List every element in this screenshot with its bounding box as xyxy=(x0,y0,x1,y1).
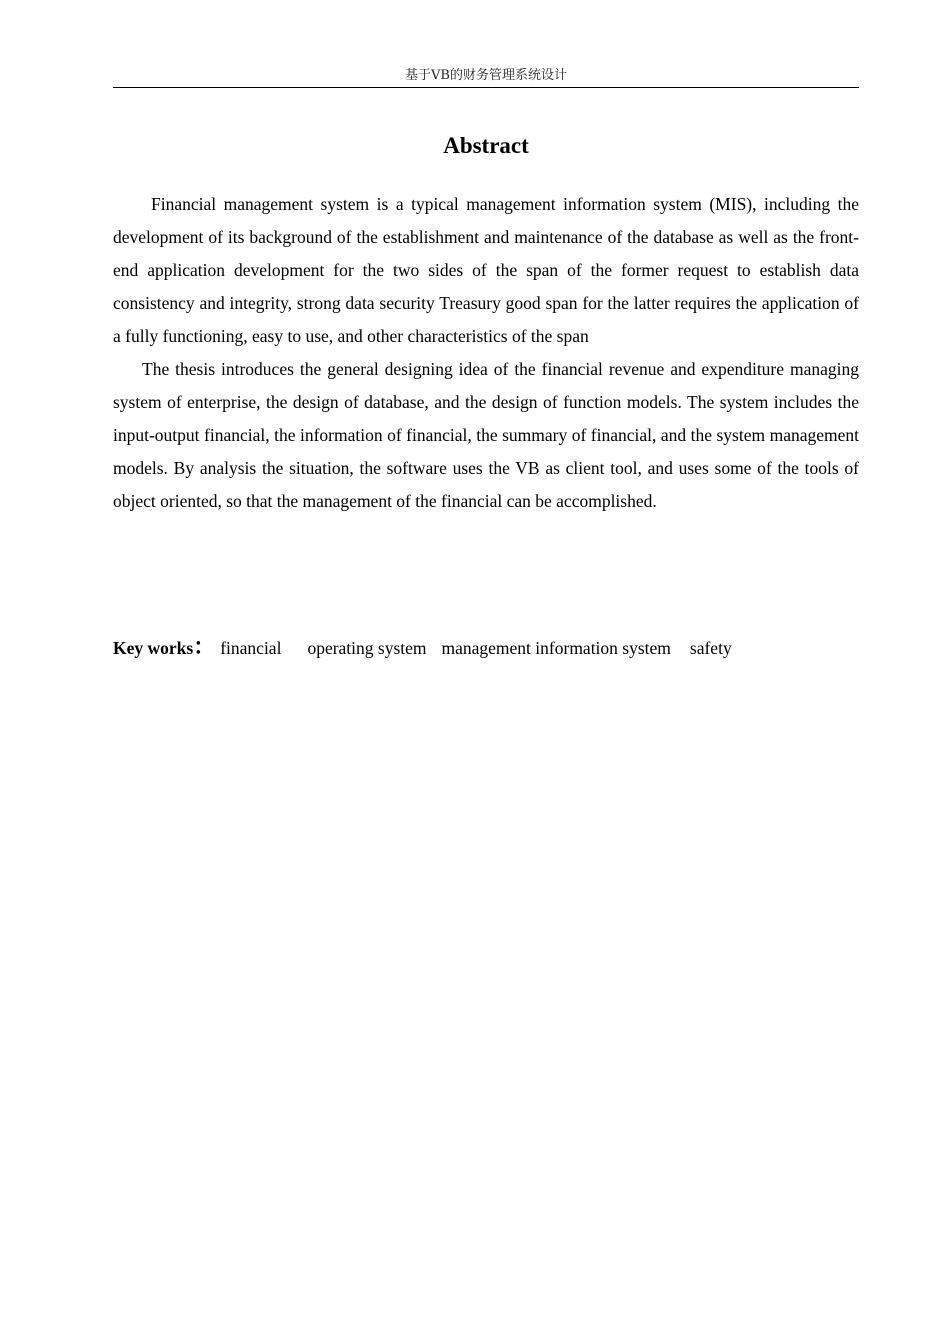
keywords-colon: ： xyxy=(193,634,216,659)
keyword-item: financial xyxy=(220,638,282,658)
header-rule xyxy=(113,87,859,88)
keyword-item: safety xyxy=(689,638,732,658)
abstract-title: Abstract xyxy=(443,133,529,158)
running-header: 基于VB的财务管理系统设计 xyxy=(405,68,567,83)
keyword-item: management information system xyxy=(441,638,671,658)
keywords-line xyxy=(113,632,859,663)
abstract-body xyxy=(113,188,859,518)
keywords-label: Key works xyxy=(113,638,194,658)
abstract-paragraph-1: Financial management system is a typical management information system (MIS), including the development of its background of the establishment and maintenance of the database as well as the front-end application development for the two sides of the span of the former request to establish data consistency and integrity, strong data security Treasury good span for the latter requires the application of a fully functioning, easy to use, and other characteristics of the span xyxy=(113,194,859,346)
abstract-paragraph-2: The thesis introduces the general designing idea of the financial revenue and expenditure managing system of enterprise, the design of database, and the design of function models. The system includes the input-output financial, the information of financial, the summary of financial, and the system management models. By analysis the situation, the software uses the VB as client tool, and uses some of the tools of object oriented, so that the management of the financial can be accomplished. xyxy=(113,359,859,511)
keyword-item: operating system xyxy=(307,638,427,658)
